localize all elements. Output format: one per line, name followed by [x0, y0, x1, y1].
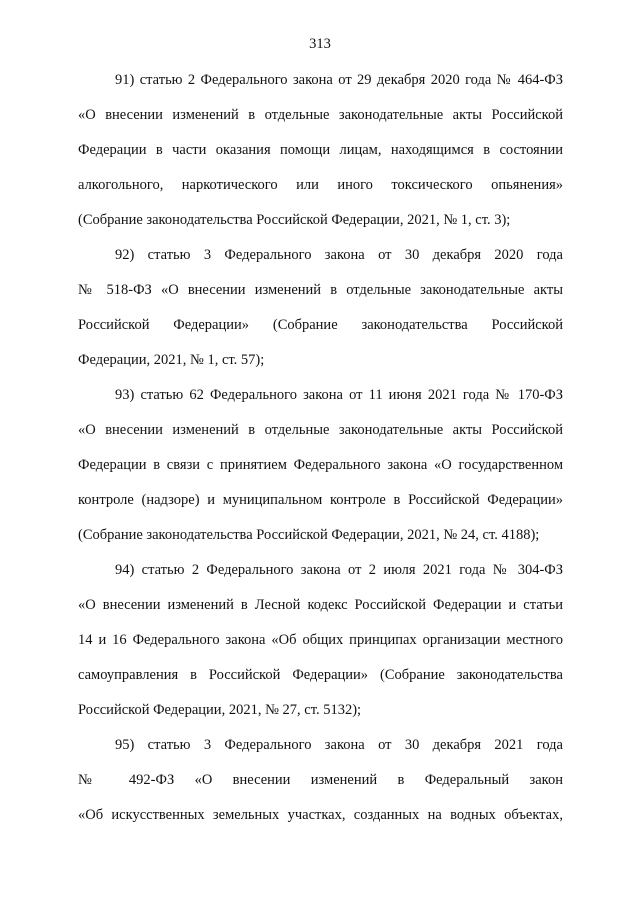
- item-94-line-4: самоуправления в Российской Федерации» (Собрание законодательства: [78, 667, 563, 683]
- item-92-line-4: Федерации, 2021, № 1, ст. 57);: [78, 352, 265, 368]
- item-91-line-3: Федерации в части оказания помощи лицам, находящимся в состоянии: [78, 142, 563, 158]
- item-92-line-1: 92) статью 3 Федерального закона от 30 декабря 2020 года: [115, 247, 563, 263]
- item-94-line-5: Российской Федерации, 2021, № 27, ст. 5132);: [78, 702, 362, 718]
- item-95-line-2: № 492-ФЗ «О внесении изменений в Федеральный закон: [78, 772, 563, 788]
- item-92-line-2: № 518-ФЗ «О внесении изменений в отдельные законодательные акты: [78, 282, 563, 298]
- item-95-line-1: 95) статью 3 Федерального закона от 30 декабря 2021 года: [115, 737, 563, 753]
- item-95-line-3: «Об искусственных земельных участках, созданных на водных объектах,: [78, 807, 563, 823]
- item-94-line-1: 94) статью 2 Федерального закона от 2 июля 2021 года № 304-ФЗ: [115, 562, 563, 578]
- item-93-line-5: (Собрание законодательства Российской Федерации, 2021, № 24, ст. 4188);: [78, 527, 540, 543]
- item-93-line-2: «О внесении изменений в отдельные законодательные акты Российской: [78, 422, 563, 438]
- item-93-line-3: Федерации в связи с принятием Федерального закона «О государственном: [78, 457, 563, 473]
- item-93-line-1: 93) статью 62 Федерального закона от 11 июня 2021 года № 170-ФЗ: [115, 387, 563, 403]
- item-91-line-4: алкогольного, наркотического или иного токсического опьянения»: [78, 177, 563, 193]
- item-92-line-3: Российской Федерации» (Собрание законодательства Российской: [78, 317, 563, 333]
- page-number: 313: [309, 36, 331, 52]
- item-91-line-2: «О внесении изменений в отдельные законодательные акты Российской: [78, 107, 563, 123]
- item-91-line-5: (Собрание законодательства Российской Федерации, 2021, № 1, ст. 3);: [78, 212, 511, 228]
- item-94-line-2: «О внесении изменений в Лесной кодекс Российской Федерации и статьи: [78, 597, 563, 613]
- item-93-line-4: контроле (надзоре) и муниципальном контроле в Российской Федерации»: [78, 492, 563, 508]
- item-91-line-1: 91) статью 2 Федерального закона от 29 декабря 2020 года № 464-ФЗ: [115, 72, 563, 88]
- item-94-line-3: 14 и 16 Федерального закона «Об общих принципах организации местного: [78, 632, 563, 648]
